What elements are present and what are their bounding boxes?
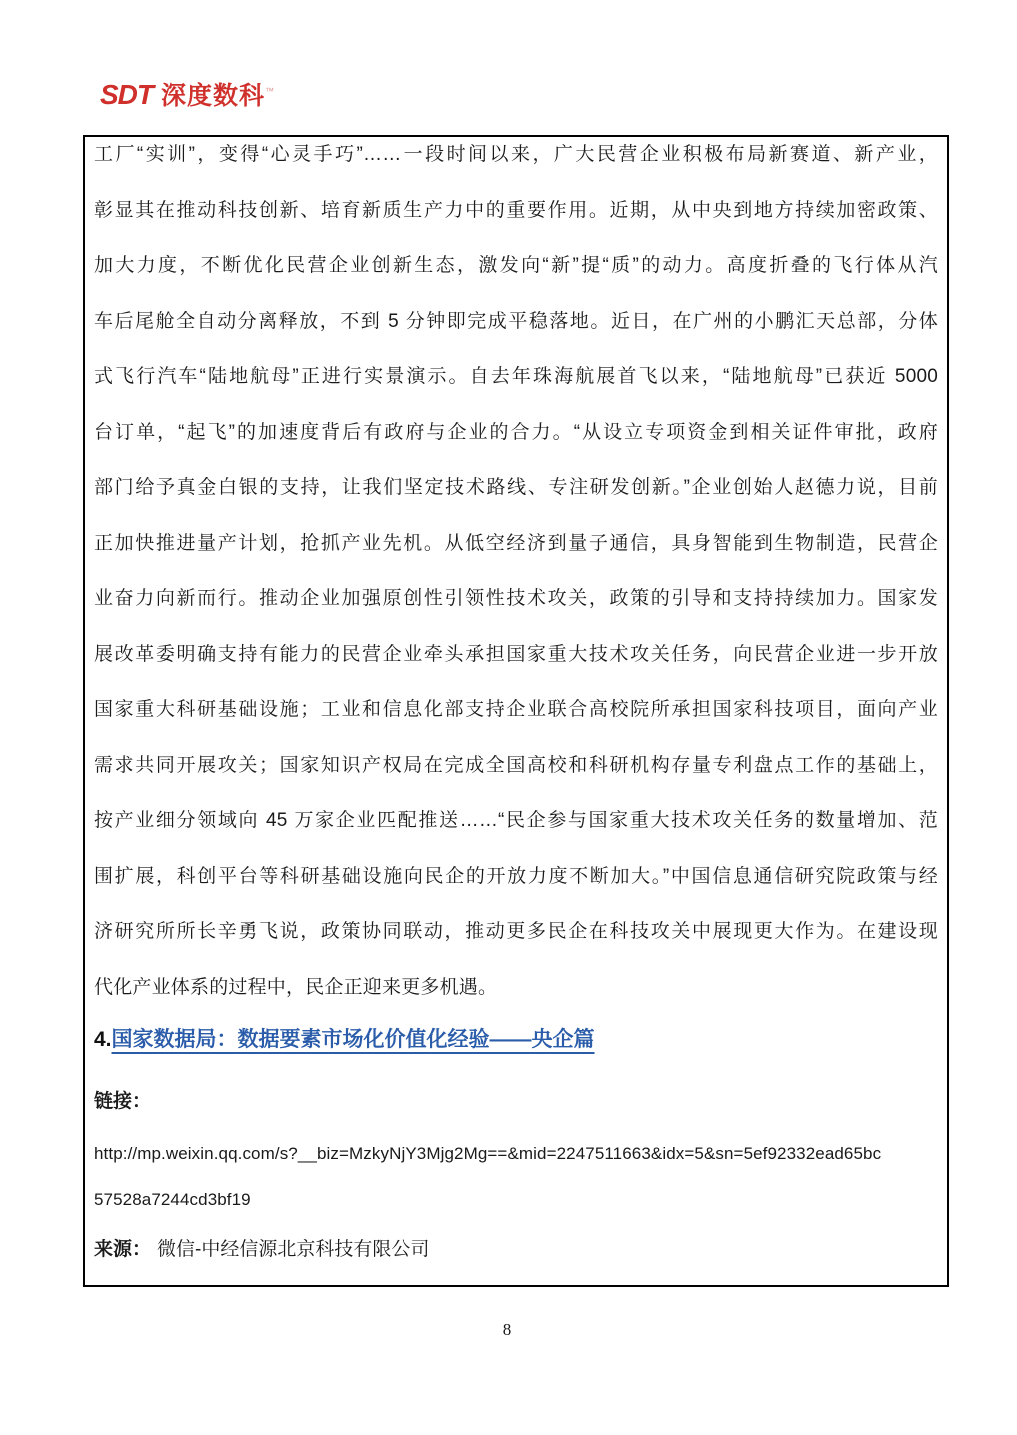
section-number: 4.: [94, 1028, 112, 1051]
article-line: 代化产业体系的过程中，民企正迎来更多机遇。: [94, 976, 498, 998]
article-line: 按产业细分领域向 45 万家企业匹配推送……“民企参与国家重大技术攻关任务的数量增加、范: [94, 810, 938, 831]
article-line: 工厂“实训”，变得“心灵手巧”……一段时间以来，广大民营企业积极布局新赛道、新产业，: [94, 144, 938, 165]
source-value: 微信-中经信源北京科技有限公司: [157, 1239, 430, 1260]
brand-logo-sdt-icon: SDT: [100, 79, 153, 110]
article-line: 台订单，“起飞”的加速度背后有政府与企业的合力。“从设立专项资金到相关证件审批，政府: [94, 421, 938, 443]
article-url-line-1: http://mp.weixin.qq.com/s?__biz=MzkyNjY3Mjg2Mg==&mid=2247511663&idx=5&sn=5ef92332ead65bc: [94, 1144, 882, 1163]
content-box: [83, 135, 949, 1287]
article-line: 业奋力向新而行。推动企业加强原创性引领性技术攻关，政策的引导和支持持续加力。国家发: [94, 588, 938, 609]
article-line: 正加快推进量产计划，抢抓产业先机。从低空经济到量子通信，具身智能到生物制造，民营企: [94, 532, 938, 554]
brand-logo-name: 深度数科: [161, 82, 266, 110]
article-line: 围扩展，科创平台等科研基础设施向民企的开放力度不断加大。”中国信息通信研究院政策与经: [94, 865, 938, 887]
page-number: 8: [502, 1320, 512, 1339]
article-url-line-2: 57528a7244cd3bf19: [94, 1190, 251, 1209]
article-line: 展改革委明确支持有能力的民营企业牵头承担国家重大技术攻关任务，向民营企业进一步开放: [94, 643, 938, 665]
source-label: 来源：: [94, 1239, 152, 1260]
brand-logo: [100, 80, 274, 115]
section-heading: [94, 1019, 938, 1061]
section-title-link[interactable]: 国家数据局：数据要素市场化价值化经验——央企篇: [111, 1028, 595, 1051]
article-line: 式飞行汽车“陆地航母”正进行实景演示。自去年珠海航展首飞以来，“陆地航母”已获近 5000: [94, 366, 938, 387]
article-line: 加大力度，不断优化民营企业创新生态，激发向“新”提“质”的动力。高度折叠的飞行体从汽: [94, 255, 938, 276]
link-label: 链接：: [94, 1091, 152, 1112]
source-line: [94, 1229, 938, 1271]
article-line: 国家重大科研基础设施；工业和信息化部支持企业联合高校院所承担国家科技项目，面向产业: [94, 699, 938, 720]
article-line: 需求共同开展攻关；国家知识产权局在完成全国高校和科研机构存量专利盘点工作的基础上，: [94, 754, 938, 776]
article-paragraph: [94, 127, 938, 1015]
article-line: 部门给予真金白银的支持，让我们坚定技术路线、专注研发创新。”企业创始人赵德力说，目前: [94, 477, 938, 498]
article-line: 济研究所所长辛勇飞说，政策协同联动，推动更多民企在科技攻关中展现更大作为。在建设现: [94, 921, 938, 942]
trademark-icon: ™: [265, 86, 275, 96]
article-line: 彰显其在推动科技创新、培育新质生产力中的重要作用。近期，从中央到地方持续加密政策、: [94, 199, 938, 221]
article-line: 车后尾舱全自动分离释放，不到 5 分钟即完成平稳落地。近日，在广州的小鹏汇天总部，分体: [94, 310, 938, 332]
